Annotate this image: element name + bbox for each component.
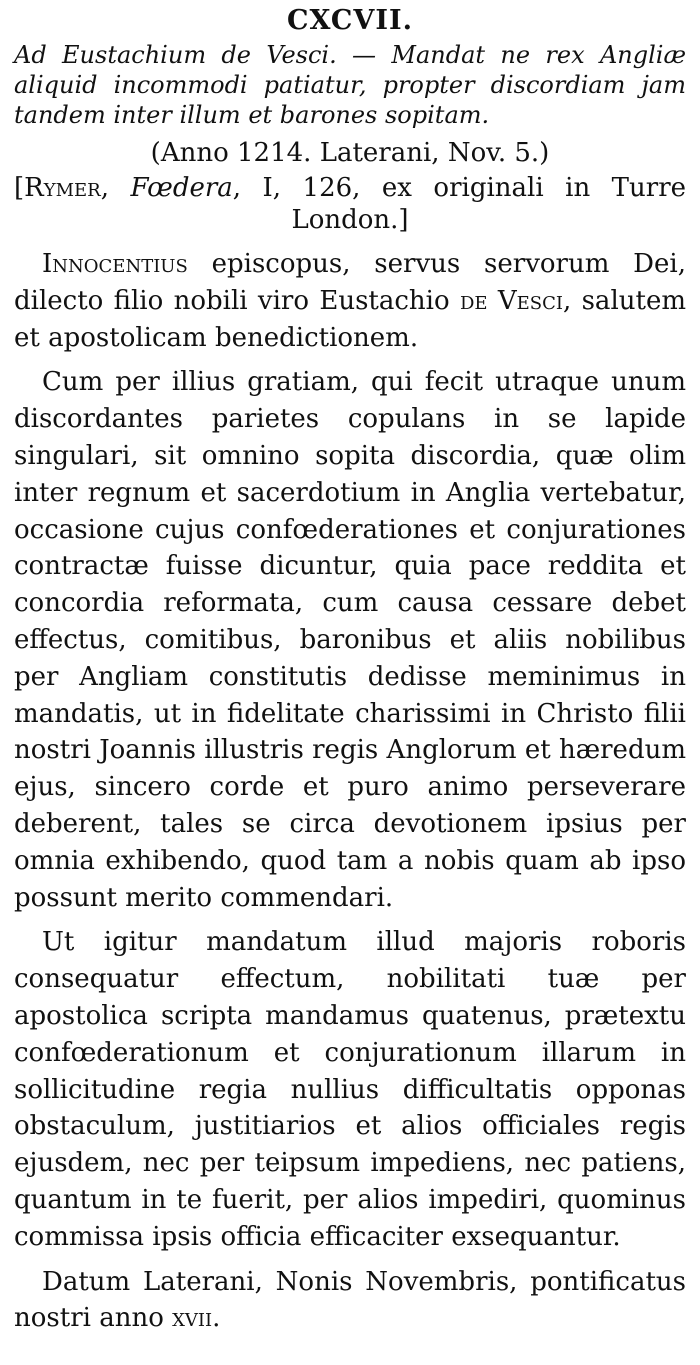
source-title: Fœdera [130, 173, 233, 203]
source-sep: , [100, 173, 131, 203]
source-rest: , I, 126, ex originali in Turre London.] [232, 173, 687, 235]
salutation-paragraph [14, 246, 686, 356]
closing-text: Datum Laterani, Nonis Novembris, pontificatus nostri anno [14, 1266, 686, 1334]
document-summary: Ad Eustachium de Vesci. — Mandat ne rex Angliæ aliquid incommodi patiatur, propter discordiam jam tandem inter illum et barones sopitam. [14, 41, 686, 129]
source-author: Rymer [24, 173, 101, 203]
sender-name: Innocentius [42, 249, 188, 279]
regnal-year: xvii. [172, 1303, 221, 1334]
salutation-text-b: , salutem et apostolicam benedictionem. [14, 285, 686, 353]
document-date: (Anno 1214. Laterani, Nov. 5.) [150, 138, 550, 168]
body-paragraph-1: Cum per illius gratiam, qui fecit utraque unum discordantes parietes copulans in se lapide singulari, sit omnino sopita discordia, quæ olim inter regnum et sacerdotium in Anglia vertebatur, occasione cujus confœderationes et conjurationes contractæ fuisse dicuntur, quia pace reddita et concordia reformata, cum causa cessare debet effectus, comitibus, baronibus et aliis nobilibus per Angliam constitutis dedisse meminimus in mandatis, ut in fidelitate charissimi in Christo filii nostri Joannis illustris regis Anglorum et hæredum ejus, sincero corde et puro animo perseverare deberent, tales se circa devotionem ipsius per omnia exhibendo, quod tam a nobis quam ab ipso possunt merito commendari. [14, 367, 686, 913]
recipient-family-name: de Vesci [459, 285, 563, 316]
salutation-text-a: episcopus, servus servorum Dei, dilecto filio nobili viro Eustachio [14, 249, 686, 316]
source-open: [ [14, 173, 25, 203]
source-citation [14, 172, 686, 236]
document-number: CXCVII. [286, 5, 414, 36]
closing-paragraph [14, 1264, 686, 1338]
body-paragraph-2: Ut igitur mandatum illud majoris roboris consequatur effectum, nobilitati tuæ per apostolica scripta mandamus quatenus, prætextu confœderationum et conjurationum illarum in sollicitudine regia nullius difficultatis opponas obstaculum, justitiarios et alios officiales regis ejusdem, nec per teipsum impediens, nec patiens, quantum in te fuerit, per alios impediri, quominus commissa ipsis officia efficaciter exsequantur. [14, 927, 686, 1252]
